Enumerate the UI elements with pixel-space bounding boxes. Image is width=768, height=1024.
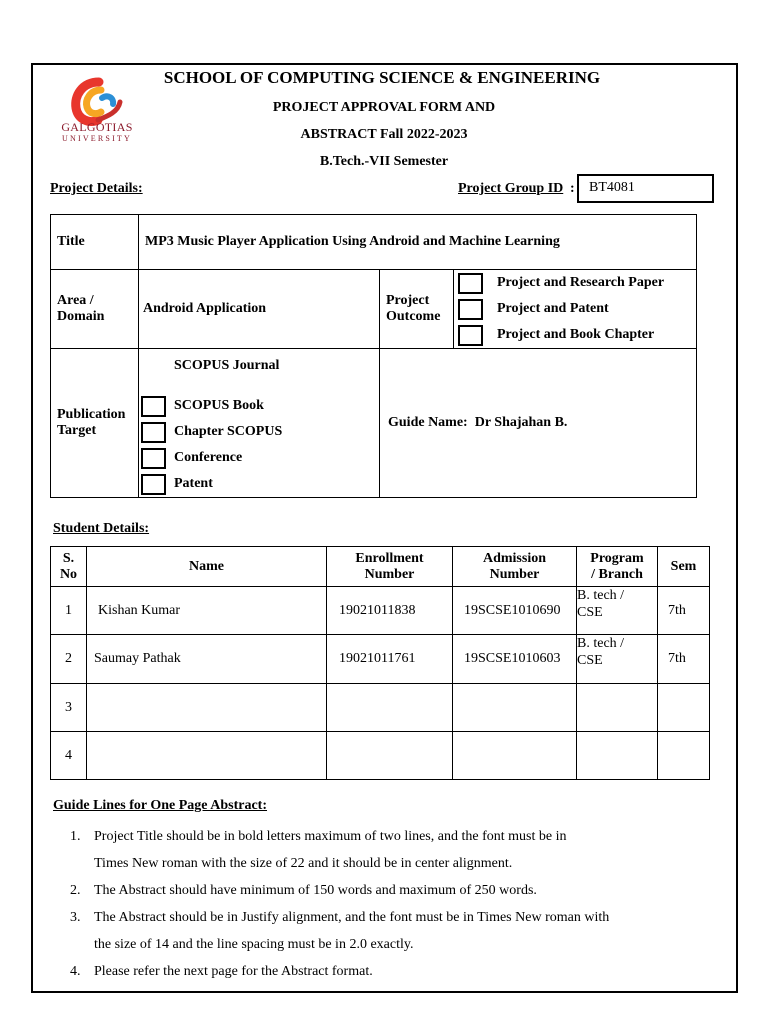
cell-program[interactable] bbox=[577, 732, 658, 780]
cell-sno: 2 bbox=[51, 635, 87, 684]
publication-option[interactable]: SCOPUS Journal bbox=[174, 358, 280, 373]
title-label: Title bbox=[51, 215, 139, 270]
checkbox-icon[interactable] bbox=[141, 448, 166, 469]
publication-options bbox=[139, 349, 380, 498]
outcome-options bbox=[454, 270, 697, 349]
group-id-field[interactable]: BT4081 bbox=[577, 174, 714, 203]
list-item: 3. The Abstract should be in Justify alignment, and the font must be in Times New roman with the size of 14 and the line spacing must be in 2.0 exactly. bbox=[70, 910, 610, 952]
cell-program: B. tech / CSE bbox=[577, 587, 658, 635]
publication-label: Publication Target bbox=[51, 349, 139, 498]
cell-sem[interactable] bbox=[658, 684, 710, 732]
publication-row bbox=[51, 349, 697, 498]
checkbox-icon[interactable] bbox=[458, 299, 483, 320]
title-value: MP3 Music Player Application Using Android and Machine Learning bbox=[139, 215, 697, 270]
publication-option[interactable]: Patent bbox=[141, 471, 373, 497]
col-header-name: Name bbox=[87, 547, 327, 587]
form-title: PROJECT APPROVAL FORM AND bbox=[272, 100, 496, 115]
checkbox-icon[interactable] bbox=[141, 474, 166, 495]
col-header-admission: Admission Number bbox=[453, 547, 577, 587]
cell-sno: 4 bbox=[51, 732, 87, 780]
cell-name[interactable] bbox=[87, 732, 327, 780]
area-row bbox=[51, 270, 697, 349]
cell-admission[interactable] bbox=[453, 732, 577, 780]
list-item: 1. Project Title should be in bold letters maximum of two lines, and the font must be in Times New roman with the size of 22 and it should be in center alignment. bbox=[70, 829, 567, 871]
group-id-colon: : bbox=[570, 181, 575, 196]
area-value: Android Application bbox=[139, 270, 380, 349]
checkbox-icon[interactable] bbox=[141, 396, 166, 417]
guidelines-list bbox=[70, 823, 690, 985]
area-label: Area / Domain bbox=[51, 270, 139, 349]
publication-option[interactable]: SCOPUS Book bbox=[141, 393, 373, 419]
table-row bbox=[51, 732, 710, 780]
cell-program[interactable] bbox=[577, 684, 658, 732]
col-header-sno: S. No bbox=[51, 547, 87, 587]
col-header-program: Program / Branch bbox=[577, 547, 658, 587]
checkbox-icon[interactable] bbox=[458, 273, 483, 294]
cell-name[interactable] bbox=[87, 684, 327, 732]
abstract-term: ABSTRACT Fall 2022-2023 bbox=[300, 127, 468, 142]
outcome-option[interactable]: Project and Book Chapter bbox=[458, 322, 690, 348]
table-header-row bbox=[51, 547, 710, 587]
cell-sno: 1 bbox=[51, 587, 87, 635]
list-item: 2. The Abstract should have minimum of 150 words and maximum of 250 words. bbox=[70, 883, 537, 898]
cell-name: Saumay Pathak bbox=[87, 635, 327, 684]
cell-admission[interactable] bbox=[453, 684, 577, 732]
cell-name: Kishan Kumar bbox=[87, 587, 327, 635]
list-item: 4. Please refer the next page for the Abstract format. bbox=[70, 964, 373, 979]
cell-sno: 3 bbox=[51, 684, 87, 732]
cell-enrollment: 19021011838 bbox=[327, 587, 453, 635]
col-header-sem: Sem bbox=[658, 547, 710, 587]
outcome-option[interactable]: Project and Research Paper bbox=[458, 270, 690, 296]
semester: B.Tech.-VII Semester bbox=[319, 154, 449, 169]
cell-admission: 19SCSE1010690 bbox=[453, 587, 577, 635]
table-row bbox=[51, 684, 710, 732]
cell-sem: 7th bbox=[658, 635, 710, 684]
guidelines-title: Guide Lines for One Page Abstract: bbox=[53, 798, 268, 813]
guide-value: Dr Shajahan B. bbox=[474, 415, 568, 430]
logo-subtitle: UNIVERSITY bbox=[62, 134, 132, 143]
cell-sem[interactable] bbox=[658, 732, 710, 780]
cell-program: B. tech / CSE bbox=[577, 635, 658, 684]
cell-enrollment[interactable] bbox=[327, 732, 453, 780]
publication-option[interactable]: Chapter SCOPUS bbox=[141, 419, 373, 445]
student-details-label: Student Details: bbox=[53, 521, 150, 536]
publication-option[interactable]: Conference bbox=[141, 445, 373, 471]
outcome-label: Project Outcome bbox=[380, 270, 454, 349]
cell-admission: 19SCSE1010603 bbox=[453, 635, 577, 684]
guide-cell bbox=[380, 349, 697, 498]
project-details-label: Project Details: bbox=[50, 181, 143, 196]
checkbox-icon[interactable] bbox=[141, 422, 166, 443]
cell-enrollment: 19021011761 bbox=[327, 635, 453, 684]
project-table bbox=[50, 214, 697, 498]
table-row bbox=[51, 635, 710, 684]
col-header-enrollment: Enrollment Number bbox=[327, 547, 453, 587]
students-table bbox=[50, 546, 710, 780]
guide-label: Guide Name: bbox=[388, 415, 468, 430]
logo-name: GALGOTIAS bbox=[61, 120, 133, 134]
group-id-label: Project Group ID bbox=[458, 181, 564, 196]
table-row bbox=[51, 587, 710, 635]
checkbox-icon[interactable] bbox=[458, 325, 483, 346]
title-row bbox=[51, 215, 697, 270]
cell-enrollment[interactable] bbox=[327, 684, 453, 732]
outcome-option[interactable]: Project and Patent bbox=[458, 296, 690, 322]
cell-sem: 7th bbox=[658, 587, 710, 635]
school-heading: SCHOOL OF COMPUTING SCIENCE & ENGINEERING bbox=[163, 68, 601, 87]
